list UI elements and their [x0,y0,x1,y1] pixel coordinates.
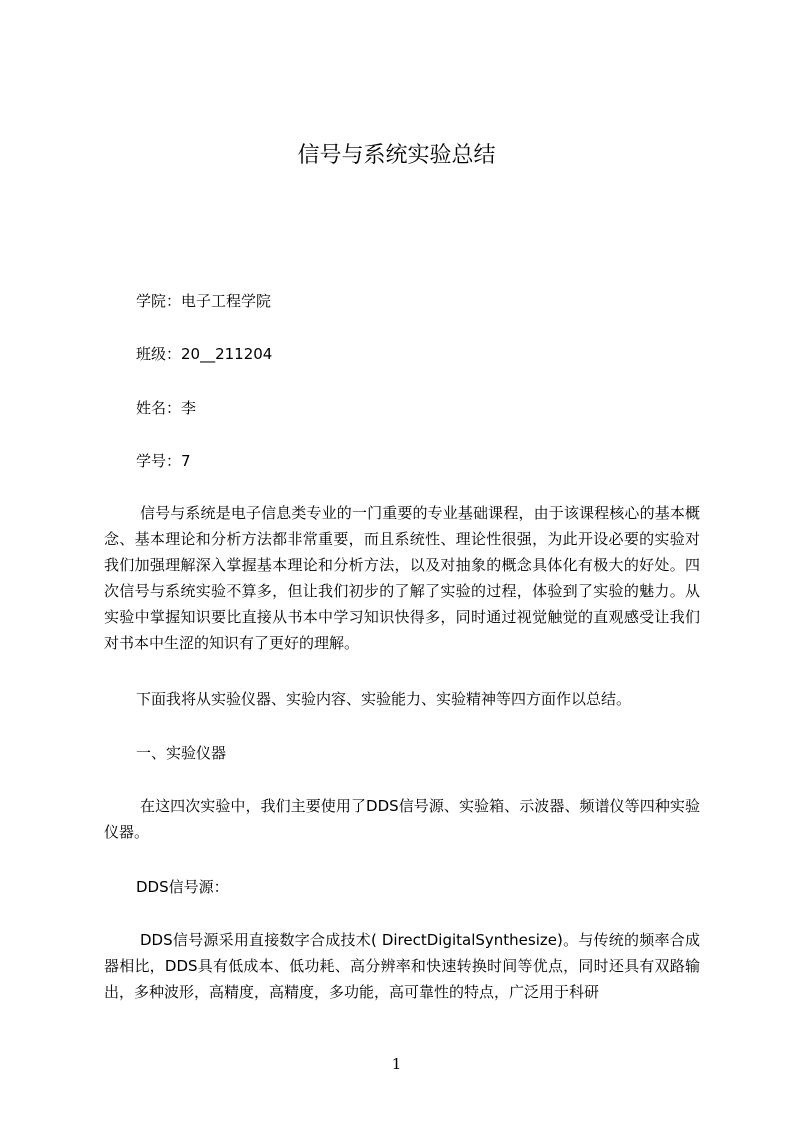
class-field: 班级：20__211204 [136,345,273,363]
instruments-paragraph: 在这四次实验中，我们主要使用了DDS信号源、实验箱、示波器、频谱仪等四种实验仪器。 [104,797,700,841]
dds-heading: DDS信号源： [136,878,229,896]
section-heading-instruments: 一、实验仪器 [136,744,227,762]
summary-plan-paragraph: 下面我将从实验仪器、实验内容、实验能力、实验精神等四方面作以总结。 [136,690,632,708]
dds-description-paragraph: DDS信号源采用直接数字合成技术( DirectDigitalSynthesize)。与传统的频率合成器相比，DDS具有低成本、低功耗、高分辨率和快速转换时间等优点，同时还具有双路输出，多种波形，高精度，高精度，多功能，高可靠性的特点，广泛用于科研 [104,931,700,1001]
student-id-field: 学号：7 [136,452,191,470]
page-number: 1 [391,1055,402,1073]
college-field: 学院：电子工程学院 [136,292,272,310]
intro-paragraph: 信号与系统是电子信息类专业的一门重要的专业基础课程，由于该课程核心的基本概念、基本理论和分析方法都非常重要，而且系统性、理论性很强，为此开设必要的实验对我们加强理解深入掌握基本理论和分析方法，以及对抽象的概念具体化有极大的好处。四次信号与系统实验不算多，但让我们初步的了解了实验的过程，体验到了实验的魅力。从实验中掌握知识要比直接从书本中学习知识快得多，同时通过视觉触觉的直观感受让我们对书本中生涩的知识有了更好的理解。 [104,504,700,652]
name-field: 姓名：李 [136,399,197,417]
page-title: 信号与系统实验总结 [297,143,496,168]
